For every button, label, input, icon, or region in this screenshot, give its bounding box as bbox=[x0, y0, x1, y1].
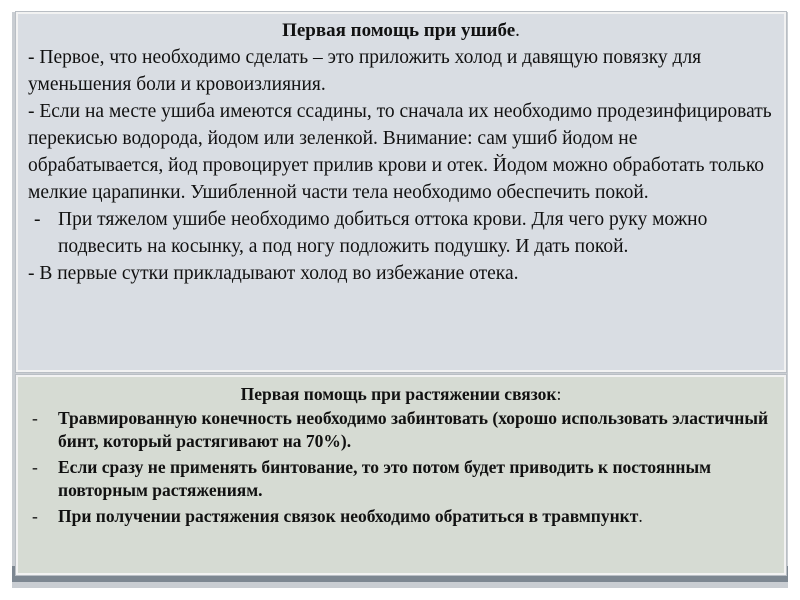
sprain-title: Первая помощь при растяжении связок: bbox=[240, 384, 562, 404]
sprain-item-repeat bbox=[28, 456, 774, 502]
bruise-bullet-severe bbox=[28, 206, 774, 260]
sprain-item-clinic bbox=[28, 505, 774, 528]
bruise-paragraph-first-day: - В первые сутки прикладывают холод во избежание отека. bbox=[28, 263, 519, 284]
bullet-marker: - bbox=[32, 457, 38, 477]
sprain-first-aid-panel bbox=[16, 375, 786, 575]
sprain-item-bandage bbox=[28, 407, 774, 453]
sprain-item-text: Если сразу не применять бинтование, то это потом будет приводить к постоянным повторным растяжениям. bbox=[58, 457, 712, 500]
sprain-item-end: . bbox=[638, 506, 643, 526]
bruise-paragraph-abrasions: - Если на месте ушиба имеются ссадины, то сначала их необходимо продезинфицировать перекисью водорода, йодом или зеленкой. Внимание: сам ушиб йодом не обрабатывается, йод провоцирует прилив крови и отек. Йодом можно обработать только мелкие царапинки. Ушибленной части тела необходимо обеспечить покой. bbox=[28, 101, 772, 203]
sprain-title-end: : bbox=[556, 384, 562, 404]
sprain-item-text: Травмированную конечность необходимо забинтовать (хорошо использовать эластичный бинт, который растягивают на 70%). bbox=[58, 408, 769, 451]
bruise-title-end: . bbox=[515, 20, 520, 41]
bullet-marker: - bbox=[32, 408, 38, 428]
bruise-bullet-text: При тяжелом ушибе необходимо добиться оттока крови. Для чего руку можно подвесить на косынку, а под ногу подложить подушку. И дать покой. bbox=[58, 209, 708, 257]
bullet-marker: - bbox=[32, 506, 38, 526]
bruise-first-aid-panel bbox=[16, 12, 786, 372]
bruise-title: Первая помощь при ушибе. bbox=[282, 20, 520, 41]
bullet-marker: - bbox=[34, 209, 41, 230]
sprain-item-text: При получении растяжения связок необходимо обратиться в травмпункт bbox=[58, 506, 639, 526]
bruise-paragraph-cold: - Первое, что необходимо сделать – это приложить холод и давящую повязку для уменьшения боли и кровоизлияния. bbox=[28, 47, 702, 95]
